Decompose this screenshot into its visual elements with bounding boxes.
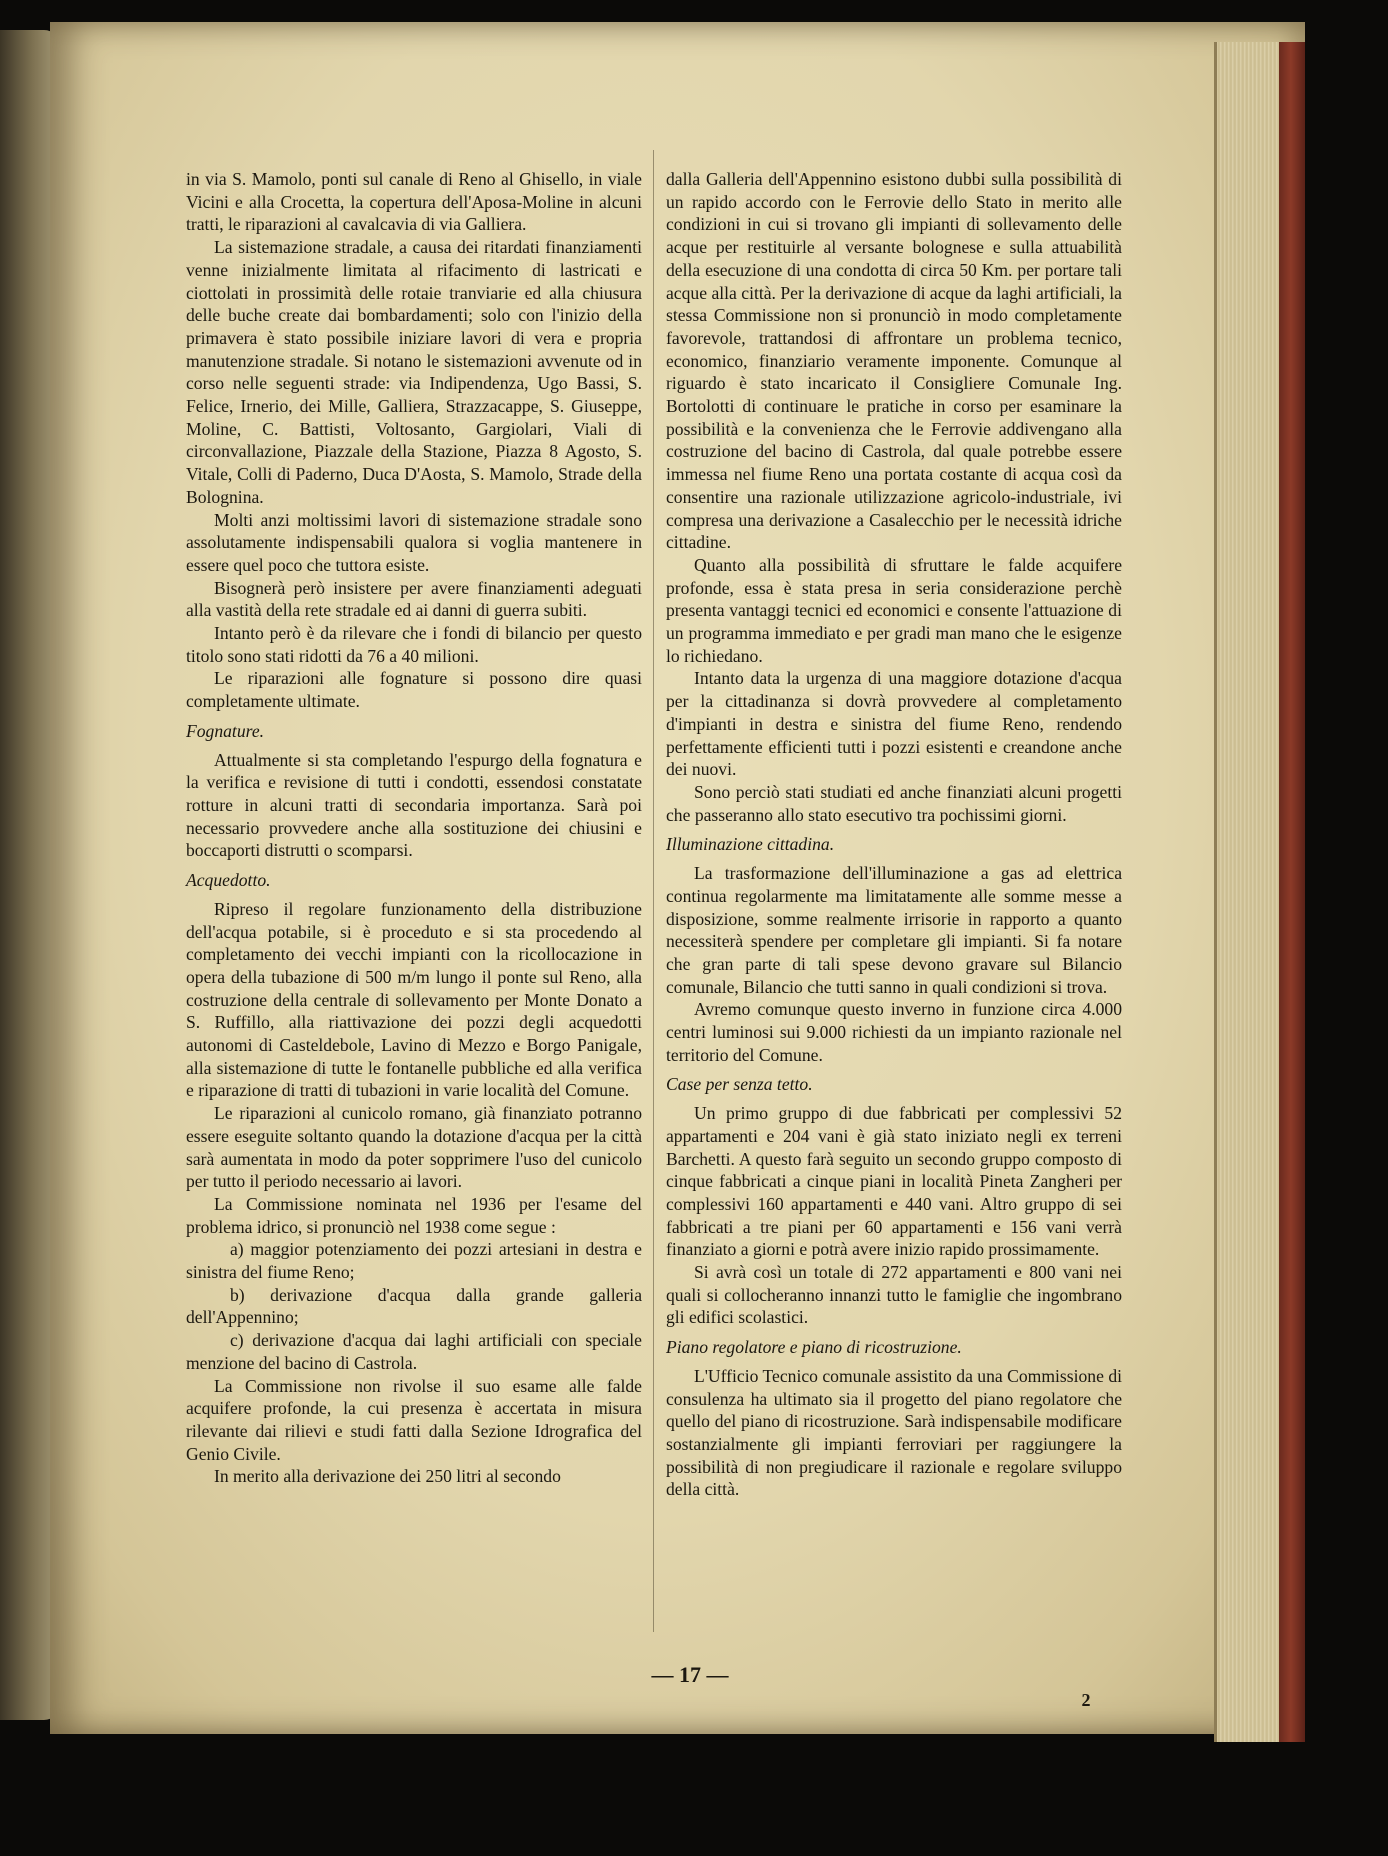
paragraph: dalla Galleria dell'Appennino esistono dubbi sulla possibilità di un rapido accordo con le Ferrovie dello Stato in merito alle condizioni in cui si trovano gli impianti di sollevamento delle acque per restituirle al versante bolognese e sulla attuabilità della esecuzione di una condotta di circa 50 Km. per portare tali acque alla città. Per la derivazione di acque da laghi artificiali, la stessa Commissione non si pronunciò in modo completamente favorevole, trattandosi di affrontare un problema tecnico, economico, finanziario veramente imponente. Comunque al riguardo è stato incaricato il Consigliere Comunale Ing. Bortolotti di continuare le pratiche in corso per esaminare la possibilità e la convenienza che le Ferrovie addivengano alla costruzione del bacino di Castrola, dal quale potrebbe essere immessa nel fiume Reno una portata costante di acqua così da consentire una razionale utilizzazione agricolo-industriale, ivi compresa una derivazione a Casalecchio per le necessità idriche cittadine. xyxy=(666,169,1122,553)
page-number: — 17 — xyxy=(651,1662,729,1687)
paragraph: Quanto alla possibilità di sfruttare le falde acquifere profonde, essa è stata presa in seria considerazione perchè presenta vantaggi tecnici ed economici e consente l'attuazione di un programma immediato e per gradi man mano che le esigenze lo richiedano. xyxy=(666,554,1122,666)
book-binding xyxy=(1279,42,1305,1742)
paragraph: La Commissione nominata nel 1936 per l'esame del problema idrico, si pronunciò nel 1938 come segue : xyxy=(186,1193,642,1237)
section-heading-illuminazione: Illuminazione cittadina. xyxy=(666,834,835,855)
list-item: b) derivazione d'acqua dalla grande galleria dell'Appennino; xyxy=(186,1284,642,1328)
paragraph: Avremo comunque questo inverno in funzione circa 4.000 centri luminosi sui 9.000 richiesti da un impianto razionale nel territorio del Comune. xyxy=(666,999,1122,1065)
paragraph: Attualmente si sta completando l'espurgo della fognatura e la verifica e revisione di tutti i condotti, essendosi constatate rotture in alcuni tratti di secondaria importanza. Sarà poi necessario provvedere anche alla sostituzione dei chiusini e boccaporti distrutti o scomparsi. xyxy=(186,749,642,861)
paragraph: Si avrà così un totale di 272 appartamenti e 800 vani nei quali si collocheranno innanzi tutto le famiglie che ingombrano gli edifici scolastici. xyxy=(666,1262,1122,1328)
paragraph: Le riparazioni alle fognature si possono dire quasi completamente ultimate. xyxy=(186,668,642,712)
right-column xyxy=(666,168,1122,1501)
paragraph: Sono perciò stati studiati ed anche finanziati alcuni progetti che passeranno allo stato esecutivo tra pochissimi giorni. xyxy=(666,781,1122,825)
paragraph: L'Ufficio Tecnico comunale assistito da una Commissione di consulenza ha ultimato sia il progetto del piano regolatore che quello del piano di ricostruzione. Sarà indispensabile modificare sostanzialmente gli impianti ferroviari per raggiungere la possibilità di non pregiudicare il razionale e regolare sviluppo della città. xyxy=(666,1365,1122,1500)
paragraph: Intanto però è da rilevare che i fondi di bilancio per questo titolo sono stati ridotti da 76 a 40 milioni. xyxy=(186,623,642,666)
paragraph: Le riparazioni al cunicolo romano, già finanziato potranno essere eseguite soltanto quando la dotazione d'acqua per la città sarà aumentata in modo da poter sopprimere l'uso del cunicolo per tutto il periodo necessario ai lavori. xyxy=(186,1103,642,1192)
section-heading-fognature: Fognature. xyxy=(186,720,265,741)
section-heading-case: Case per senza tetto. xyxy=(666,1074,813,1095)
list-item: c) derivazione d'acqua dai laghi artificiali con speciale menzione del bacino di Castrola. xyxy=(186,1330,642,1373)
paragraph: Intanto data la urgenza di una maggiore dotazione d'acqua per la cittadinanza si dovrà provvedere al completamento d'impianti in destra e sinistra del fiume Reno, rendendo perfettamente efficienti tutti i pozzi esistenti e creandone anche dei nuovi. xyxy=(666,668,1122,780)
signature-mark: 2 xyxy=(1081,1690,1091,1710)
paragraph: Bisognerà però insistere per avere finanziamenti adeguati alla vastità della rete stradale ed ai danni di guerra subiti. xyxy=(186,577,642,621)
section-heading-piano: Piano regolatore e piano di ricostruzione. xyxy=(666,1337,962,1358)
list-item: a) maggior potenziamento dei pozzi artesiani in destra e sinistra del fiume Reno; xyxy=(186,1239,642,1283)
paragraph: In merito alla derivazione dei 250 litri al secondo xyxy=(214,1466,561,1487)
paragraph: Un primo gruppo di due fabbricati per complessivi 52 appartamenti e 204 vani è già stato iniziato negli ex terreni Barchetti. A questo farà seguito un secondo gruppo composto di cinque fabbricati a cinque piani in località Pineta Zangheri per complessivi 160 appartamenti e 440 vani. Altro gruppo di sei fabbricati a tre piani per 60 appartamenti e 156 vani verrà finanziato a giorni e potrà avere inizio rapido prossimamente. xyxy=(666,1103,1122,1260)
paragraph: Ripreso il regolare funzionamento della distribuzione dell'acqua potabile, si è proceduto e si sta procedendo al completamento dei vecchi impianti con la ricollocazione in opera della tubazione di 500 m/m lungo il ponte sul Reno, alla costruzione della centrale di sollevamento per Monte Donato a S. Ruffillo, alla riattivazione dei pozzi degli acquedotti autonomi di Casteldebole, Lavino di Mezzo e Borgo Panigale, alla sistemazione di tutte le fontanelle pubbliche ed alla verifica e riparazione di tratti di tubazioni in varie località del Comune. xyxy=(186,898,642,1101)
paragraph: La trasformazione dell'illuminazione a gas ad elettrica continua regolarmente ma limitatamente alle somme messe a disposizione, somme realmente irrisorie in rapporto a quanto necessiterà spendere per completare gli impianti. Si fa notare che gran parte di tali spese devono gravare sul Bilancio comunale, Bilancio che tutti sanno in quali condizioni si trova. xyxy=(666,863,1122,997)
column-divider xyxy=(653,150,654,1632)
left-column xyxy=(186,168,642,1488)
section-heading-acquedotto: Acquedotto. xyxy=(186,870,271,891)
paragraph: La sistemazione stradale, a causa dei ritardati finanziamenti venne inizialmente limitata al rifacimento di lastricati e ciottolati in prossimità delle rotaie tranviarie ed alla chiusura delle buche create dai bombardamenti; solo con l'inizio della primavera è stato possibile iniziare lavori di vera e propria manutenzione stradale. Si notano le sistemazioni avvenute od in corso nelle seguenti strade: via Indipendenza, Ugo Bassi, S. Felice, Irnerio, dei Mille, Galliera, Strazzacappe, S. Giuseppe, Moline, C. Battisti, Voltosanto, Gargiolari, Viali di circonvallazione, Piazzale della Stazione, Piazza 8 Agosto, S. Vitale, Colli di Paderno, Duca D'Aosta, S. Mamolo, Strade della Bolognina. xyxy=(186,237,642,507)
paragraph: in via S. Mamolo, ponti sul canale di Reno al Ghisello, in viale Vicini e alla Crocetta, la copertura dell'Aposa-Moline in alcuni tratti, le riparazioni al cavalcavia di via Galliera. xyxy=(186,169,642,235)
paragraph: La Commissione non rivolse il suo esame alle falde acquifere profonde, la cui presenza è accertata in misura rilevante dai rilievi e studi fatti dalla Sezione Idrografica del Genio Civile. xyxy=(186,1375,642,1464)
paragraph: Molti anzi moltissimi lavori di sistemazione stradale sono assolutamente indispensabili qualora si voglia mantenere in essere quel poco che tuttora esiste. xyxy=(186,509,642,575)
